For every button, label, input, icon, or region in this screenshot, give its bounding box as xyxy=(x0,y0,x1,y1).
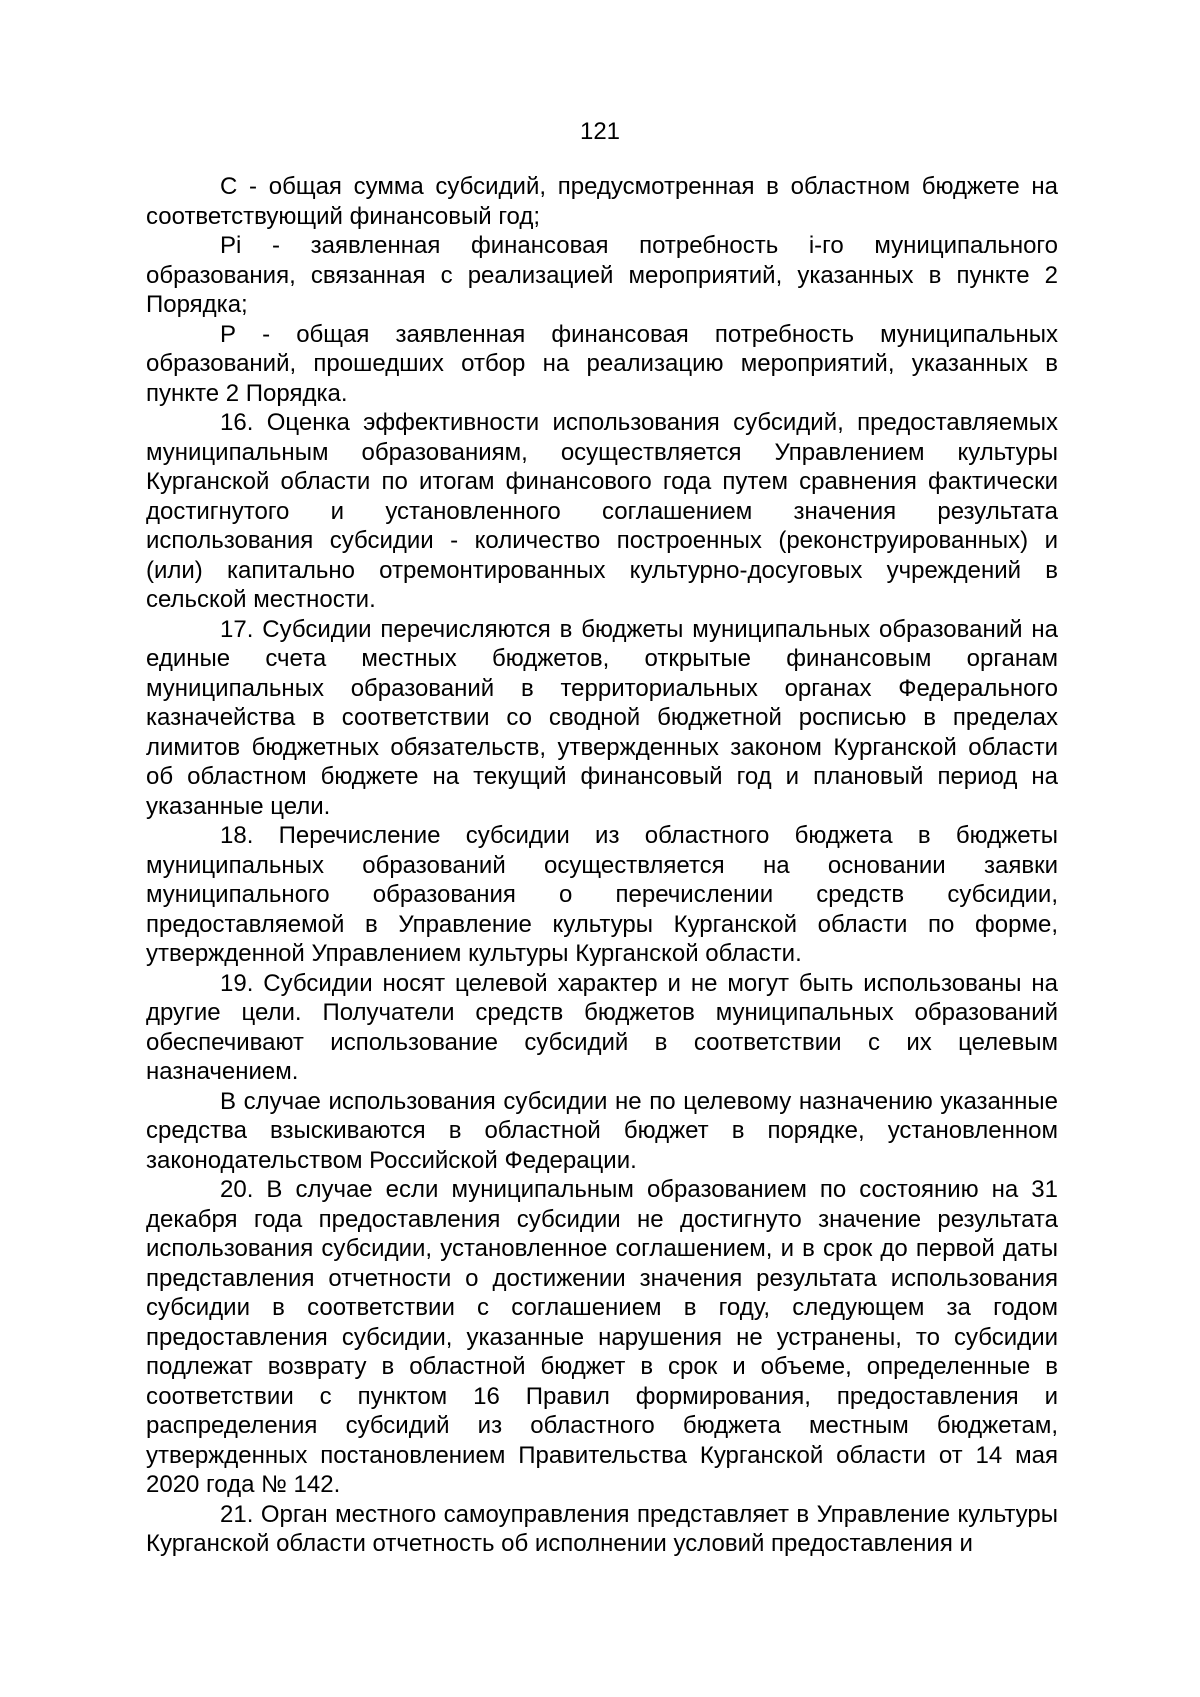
document-body xyxy=(146,172,1058,1559)
page-number: 121 xyxy=(579,118,621,145)
paragraph-pi-definition: Pi - заявленная финансовая потребность i-го муниципального образования, связанная с реализацией мероприятий, указанных в пункте 2 Порядка; xyxy=(146,232,1058,318)
paragraph-p-definition: Р - общая заявленная финансовая потребность муниципальных образований, прошедших отбор на реализацию мероприятий, указанных в пункте 2 Порядка. xyxy=(146,320,1058,407)
paragraph-21: 21. Орган местного самоуправления представляет в Управление культуры Курганской области отчетность об исполнении условий предоставления и xyxy=(146,1500,1058,1557)
paragraph-16: 16. Оценка эффективности использования субсидий, предоставляемых муниципальным образованиям, осуществляется Управлением культуры Курганской области по итогам финансового года путем сравнения фактически достигнутого и установленного соглашением значения результата использования субсидии - количество построенных (реконструированных) и (или) капитально отремонтированных культурно-досуговых учреждений в сельской местности. xyxy=(146,409,1058,613)
paragraph-19: 19. Субсидии носят целевой характер и не могут быть использованы на другие цели. Получатели средств бюджетов муниципальных образований обеспечивают использование субсидий в соответствии с их целевым назначением. xyxy=(146,969,1058,1085)
paragraph-19-continued: В случае использования субсидии не по целевому назначению указанные средства взыскиваются в областной бюджет в порядке, установленном законодательством Российской Федерации. xyxy=(146,1087,1058,1174)
paragraph-18: 18. Перечисление субсидии из областного бюджета в бюджеты муниципальных образований осуществляется на основании заявки муниципального образования о перечислении средств субсидии, предоставляемой в Управление культуры Курганской области по форме, утвержденной Управлением культуры Курганской области. xyxy=(146,822,1058,967)
paragraph-17: 17. Субсидии перечисляются в бюджеты муниципальных образований на единые счета местных бюджетов, открытые финансовым органам муниципальных образований в территориальных органах Федерального казначейства в соответствии со сводной бюджетной росписью в пределах лимитов бюджетных обязательств, утвержденных законом Курганской области об областном бюджете на текущий финансовый год и плановый период на указанные цели. xyxy=(146,615,1058,820)
paragraph-20: 20. В случае если муниципальным образованием по состоянию на 31 декабря года предоставления субсидии не достигнуто значение результата использования субсидии, установленное соглашением, и в срок до первой даты представления отчетности о достижении значения результата использования субсидии в соответствии с соглашением в году, следующем за годом предоставления субсидии, указанные нарушения не устранены, то субсидии подлежат возврату в областной бюджет в срок и объеме, определенные в соответствии с пунктом 16 Правил формирования, предоставления и распределения субсидий из областного бюджета местным бюджетам, утвержденных постановлением Правительства Курганской области от 14 мая 2020 года № 142. xyxy=(146,1176,1058,1498)
paragraph-c-definition: С - общая сумма субсидий, предусмотренная в областном бюджете на соответствующий финансовый год; xyxy=(146,173,1058,230)
